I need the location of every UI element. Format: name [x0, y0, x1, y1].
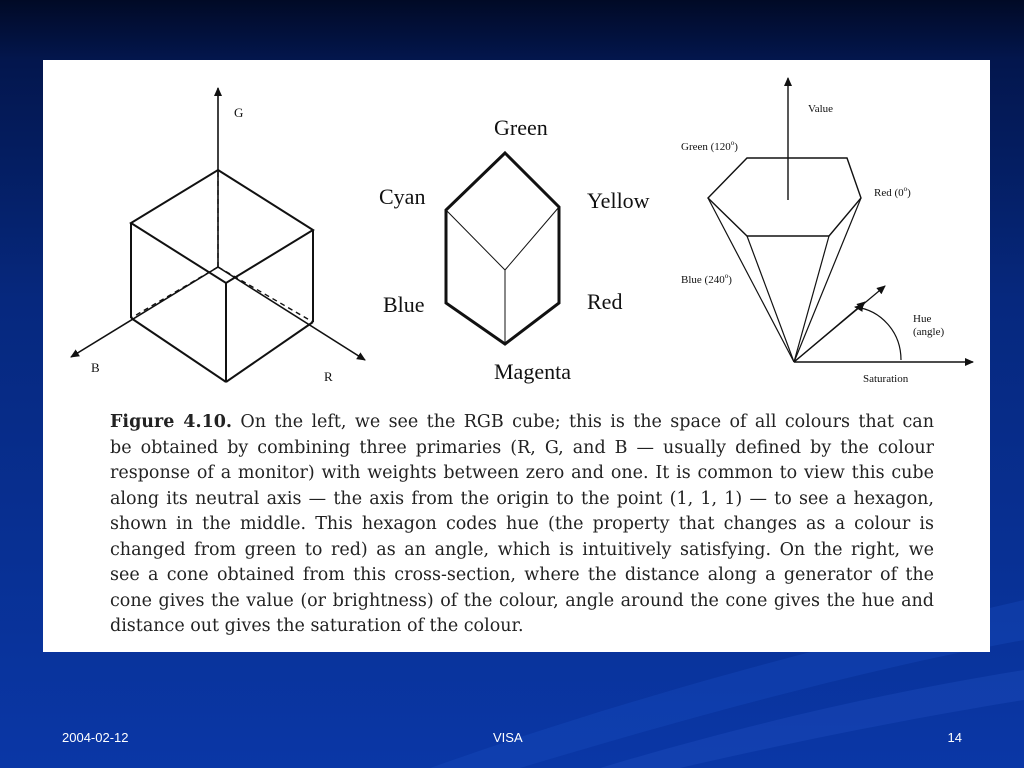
cone-green-label: Green (120$^o$) — [681, 139, 738, 153]
caption-line: cone gives the value (or brightness) of the colour, angle around the cone gives the hue and — [110, 590, 934, 611]
hexagon-magenta-label: Magenta — [494, 359, 571, 384]
caption-line: see a cone obtained from this cross-section, where the distance along a generator of the — [110, 565, 934, 585]
cone-saturation-label: Saturation — [863, 373, 909, 385]
cone-red-label: Red (0$^o$) — [874, 185, 911, 199]
hexagon-green-label: Green — [494, 115, 548, 140]
caption-line: Figure 4.10. On the left, we see the RGB cube; this is the space of all colours that can — [110, 412, 934, 432]
caption-line: changed from green to red) as an angle, which is intuitively satisfying. On the right, we — [110, 539, 934, 560]
hexagon-cyan-label: Cyan — [379, 184, 426, 209]
footer-title: VISA — [493, 730, 523, 745]
hsv-cone-diagram — [708, 78, 973, 362]
figure-caption — [110, 410, 934, 640]
hexagon-blue-label: Blue — [383, 292, 425, 317]
caption-line: along its neutral axis — the axis from the origin to the point (1, 1, 1) — to see a hexagon, — [110, 488, 934, 509]
caption-line: response of a monitor) with weights between zero and one. It is common to view this cube — [110, 463, 934, 483]
footer-page-number: 14 — [947, 730, 962, 745]
hexagon-red-label: Red — [587, 289, 623, 314]
caption-figure-label: Figure 4.10. — [110, 412, 233, 432]
cone-value-label: Value — [808, 103, 834, 115]
cone-angle-label: (angle) — [913, 326, 945, 338]
figure-illustration — [43, 60, 990, 405]
caption-line: be obtained by combining three primaries (R, G, and B — usually defined by the colour — [110, 437, 934, 458]
cube-axis-g-label: G — [234, 105, 244, 120]
figure-panel — [43, 60, 990, 652]
cube-axis-r-label: R — [324, 369, 333, 384]
rgb-cube-diagram — [71, 88, 365, 382]
cone-hue-label: Hue — [913, 313, 932, 325]
caption-line: distance out gives the saturation of the colour. — [110, 616, 524, 636]
hexagon-yellow-label: Yellow — [587, 188, 650, 213]
footer-date: 2004-02-12 — [62, 730, 129, 745]
cone-blue-label: Blue (240$^o$) — [681, 272, 732, 286]
caption-line: shown in the middle. This hexagon codes hue (the property that changes as a colour is — [110, 514, 934, 534]
hue-hexagon-diagram — [446, 153, 559, 344]
cube-axis-b-label: B — [91, 360, 100, 375]
